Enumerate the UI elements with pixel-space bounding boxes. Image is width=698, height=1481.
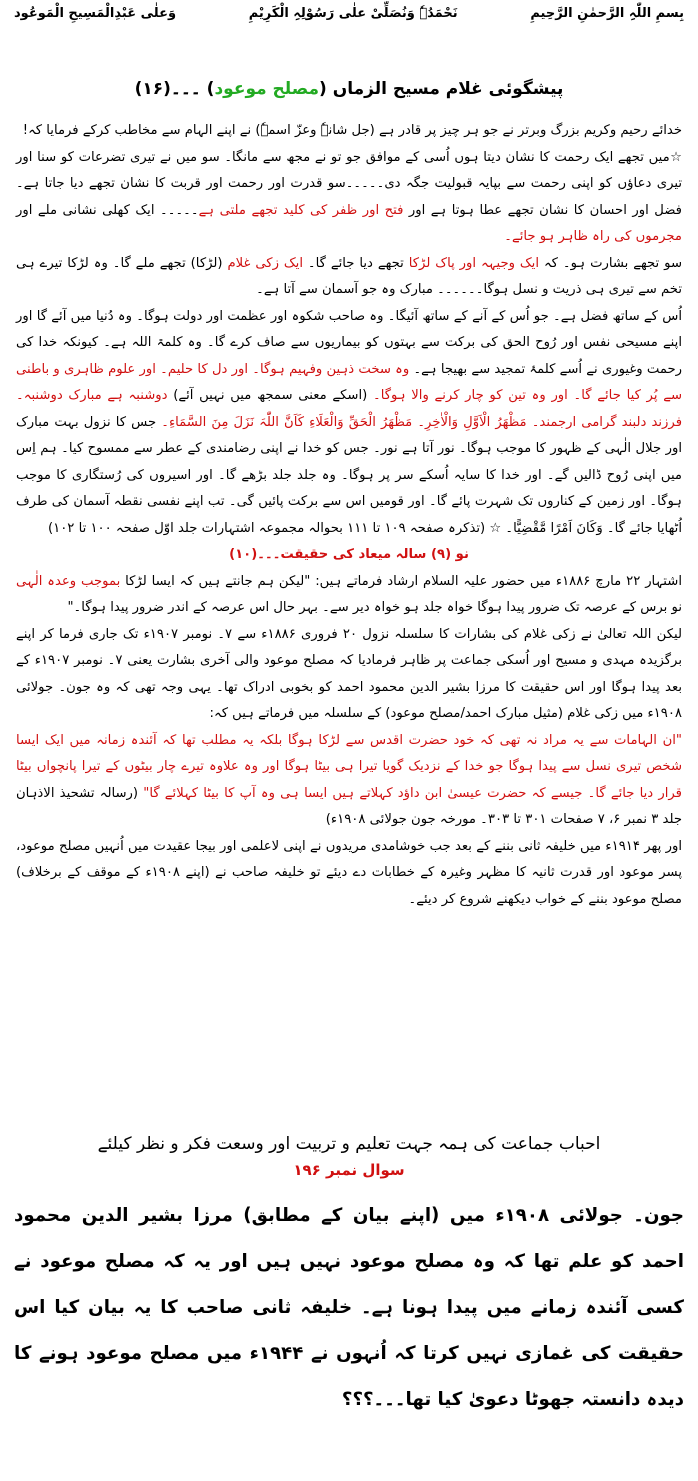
- para-8: [16, 834, 682, 914]
- para-7-quote: "ان الہامات سے یہ مراد نہ تھی کہ خود حضرت اقدس سے لڑکا ہوگا بلکہ یہ مطلب تھا کہ آئندہ زمانہ میں ایک ایسا شخص تیری نسل سے پیدا ہوگا جو خدا کے نزدیک گویا تیرا ہی بیٹا ہوگا اور وہ علاوہ تیرے چار بیٹوں کے تیرا پانچواں بیٹا قرار دیا جائے گا۔ جیسے کہ حضرت عیسیٰ ابن داؤد کہلاتے ہیں ایسا ہی وہ آپ کا بیٹا کہلائے گا": [16, 732, 682, 801]
- para-8-text: اور پھر ۱۹۱۴ء میں خلیفہ ثانی بننے کے بعد جب خوشامدی مریدوں نے اپنی لاعلمی اور بیجا عقیدت میں اُنہیں مصلح موعود، پسر موعود اور قدرت ثانیہ کا مظہر وغیرہ کے خطابات دے دیئے تو خلیفہ صاحب نے (اپنے ۱۹۰۸ء کے موقف کے برخلاف) مصلح موعود بننے کے خواب دیکھنے شروع کر دیئے۔: [16, 838, 682, 907]
- question-text: جون۔ جولائی ۱۹۰۸ء میں (اپنے بیان کے مطابق) مرزا بشیر الدین محمود احمد کو علم تھا کہ وہ مصلح موعود نہیں ہیں اور یہ کہ مصلح موعود نے کسی آئندہ زمانے میں پیدا ہونا ہے۔ خلیفہ ثانی صاحب کا یہ بیان کیا اس حقیقت کی غمازی نہیں کرتا کہ اُنہوں نے ۱۹۴۴ء میں مصلح موعود ہونے کا دیدہ دانستہ جھوٹا دعویٰ کیا تھا۔۔۔؟؟؟: [14, 1205, 685, 1410]
- para-2-red-2: مجرموں کی راہ ظاہر ہو جائے۔: [504, 229, 682, 244]
- para-6-text: لیکن اللہ تعالیٰ نے زکی غلام کی بشارات کا سلسلہ نزول ۲۰ فروری ۱۸۸۶ء سے ۷۔ نومبر ۱۹۰۷ء تک جاری فرما کر اپنے برگزیدہ مہدی و مسیح اور اُسکی جماعت پر ظاہر فرمادیا کہ مصلح موعود والی آخری بشارت یعنی ۷۔ نومبر ۱۹۰۷ء کے بعد پیدا ہوگا اور اس حقیقت کا مرزا بشیر الدین محمود احمد کو بخوبی ادراک تھا۔ یہی وجہ تھی کہ وہ جون۔ جولائی ۱۹۰۸ء میں زکی غلام (مثیل مبارک احمد/مصلح موعود) کے سلسلہ میں فرماتے ہیں کہ:: [16, 626, 682, 721]
- article-body: [16, 118, 682, 913]
- basmala: بِسمِ اللّٰہِ الرَّحمٰنِ الرَّحِیمِ: [530, 6, 684, 21]
- para-7-ref: (رسالہ تشحیذ الاذہان جلد ۳ نمبر ۶، ۷ صفحات ۳۰۱ تا ۳۰۳۔ مورخہ جون جولائی ۱۹۰۸ء): [16, 785, 682, 827]
- para-4: [16, 304, 682, 543]
- title-green: مصلح موعود: [214, 79, 320, 99]
- para-5-b: نو برس کے عرصہ تک ضرور پیدا ہوگا خواہ جلد ہو خواہ دیر سے۔ بہر حال اس عرصہ کے اندر ضرور پیدا ہوگا۔": [67, 600, 682, 615]
- wa-ala: وَعلٰی عَبْدِالْمَسِیحِ الْمَوعُود: [14, 6, 177, 21]
- para-4-red-2: دوشنبہ ہے مبارک دوشنبہ۔ فرزند دلبند گرامی ارجمند۔ مَظْھَرُ الْاَوَّلِ وَالْاٰخِرِ۔ مَظْھَرُ الْحَقِّ وَالْعَلَاءِ کَاَنَّ اللّٰہَ نَزَلَ مِنَ السَّمَاءِ۔: [16, 388, 683, 430]
- para-5: [16, 569, 682, 622]
- hamd: نَحْمَدُہٗ وَنُصَلِّیْ علٰی رَسُوْلِہِ الْکَرِیْمِ: [248, 6, 458, 21]
- page-title: [0, 78, 698, 99]
- para-2: [16, 145, 682, 251]
- title-part2: ) ۔۔۔(۱۶): [134, 79, 215, 99]
- question-number: سوال نمبر ۱۹۶: [293, 1161, 405, 1179]
- sub-heading: نو (۹) سالہ میعاد کی حقیقت۔۔۔(۱۰): [229, 547, 469, 562]
- para-4-red-1: وہ سخت ذہین وفہیم ہوگا۔ اور دل کا حلیم۔ اور علوم ظاہری و باطنی سے پُر کیا جائے گا۔ اور وہ تین کو چار کرنے والا ہوگا۔: [16, 361, 682, 403]
- para-3-red-2: ایک زکی غلام: [227, 255, 304, 271]
- para-3-b: تجھے دیا جائے گا۔: [303, 255, 409, 271]
- para-2-mid: ۔۔۔۔۔ ایک کھلی نشانی ملے اور: [16, 202, 199, 218]
- para-3-c: (لڑکا) تجھے ملے گا۔ وہ لڑکا تیرے ہی تخم سے تیری ہی ذریت و نسل ہوگا۔۔۔۔۔۔ مبارک وہ جو آسمان سے آتا ہے۔: [16, 255, 682, 297]
- para-3-red-1: ایک وجیہہ اور پاک لڑکا: [408, 255, 540, 271]
- para-7: [16, 728, 682, 834]
- para-5-a: اشتہار ۲۲ مارچ ۱۸۸۶ء میں حضور علیہ السلام ارشاد فرماتے ہیں: "لیکن ہم جانتے ہیں کہ ایسا لڑکا: [120, 573, 682, 589]
- title-part1: پیشگوئی غلام مسیح الزماں (: [319, 79, 564, 99]
- para-4-c: جس کا نزول بہت مبارک اور جلال الٰہی کے ظہور کا موجب ہوگا۔ نور آتا ہے نور۔ جس کو خدا نے اپنی رضامندی کے عطر سے ممسوح کیا۔ ہم اِس میں اپنی رُوح ڈالیں گے۔ اور خدا کا سایہ اُسکے سر پر ہوگا۔ وہ جلد جلد بڑھے گا۔ اور اسیروں کی رُستگاری کا موجب ہوگا۔ اور زمین کے کناروں تک شہرت پائے گا۔ اور قومیں اس سے برکت پائیں گی۔ تب اپنے نفسی نقطہ آسمان کی طرف اُٹھایا جائے گا۔ وَکَانَ اَمْرًا مَّقْضِیًّا۔ ☆ (تذکرہ صفحہ ۱۰۹ تا ۱۱۱ بحوالہ مجموعہ اشتہارات جلد اوّل صفحہ ۱۰۰ تا ۱۰۲): [16, 414, 682, 536]
- para-1-text: خدائے رحیم وکریم بزرگ وبرتر نے جو ہر چیز پر قادر ہے (جل شانہٗ وعزّ اسمہٗ) نے اپنے الہام سے مخاطب کرکے فرمایا کہ!: [22, 123, 682, 138]
- section-heading: احباب جماعت کی ہمہ جہت تعلیم و تربیت اور وسعت فکر و نظر کیلئے: [97, 1134, 601, 1154]
- para-3-a: سو تجھے بشارت ہو۔ کہ: [539, 255, 682, 271]
- header: [14, 6, 684, 32]
- para-4-b: (اسکے معنی سمجھ میں نہیں آئے): [167, 388, 373, 403]
- para-4-a: اُس کے ساتھ فضل ہے۔ جو اُس کے آنے کے ساتھ آئیگا۔ وہ صاحب شکوہ اور عظمت اور دولت ہوگا۔ وہ دُنیا میں آئے گا اور اپنے مسیحی نفس اور رُوح الحق کی برکت سے بہتوں کو بیماریوں سے صاف کرے گا۔ وہ کلمۃ اللہ ہے۔ کیونکہ خدا کی رحمت وغیوری نے اُسے کلمۂ تمجید سے بھیجا ہے۔: [16, 308, 682, 377]
- para-1: [16, 118, 682, 145]
- para-2-text: ☆میں تجھے ایک رحمت کا نشان دیتا ہوں اُسی کے موافق جو تو نے مجھ سے مانگا۔ سو میں نے تیری تضرعات کو سنا اور تیری دعاؤں کو اپنی رحمت سے بپایہ قبولیت جگہ دی۔۔۔۔۔سو قدرت اور رحمت اور قربت کا نشان تجھے دیا جاتا ہے۔ فضل اور احسان کا نشان تجھے عطا ہوتا ہے اور: [16, 149, 682, 218]
- para-2-red-1: فتح اور ظفر کی کلید تجھے ملتی ہے: [198, 202, 404, 218]
- para-5-red: بموجب وعدہ الٰہی: [16, 573, 121, 589]
- para-6: [16, 622, 682, 728]
- para-3: [16, 251, 682, 304]
